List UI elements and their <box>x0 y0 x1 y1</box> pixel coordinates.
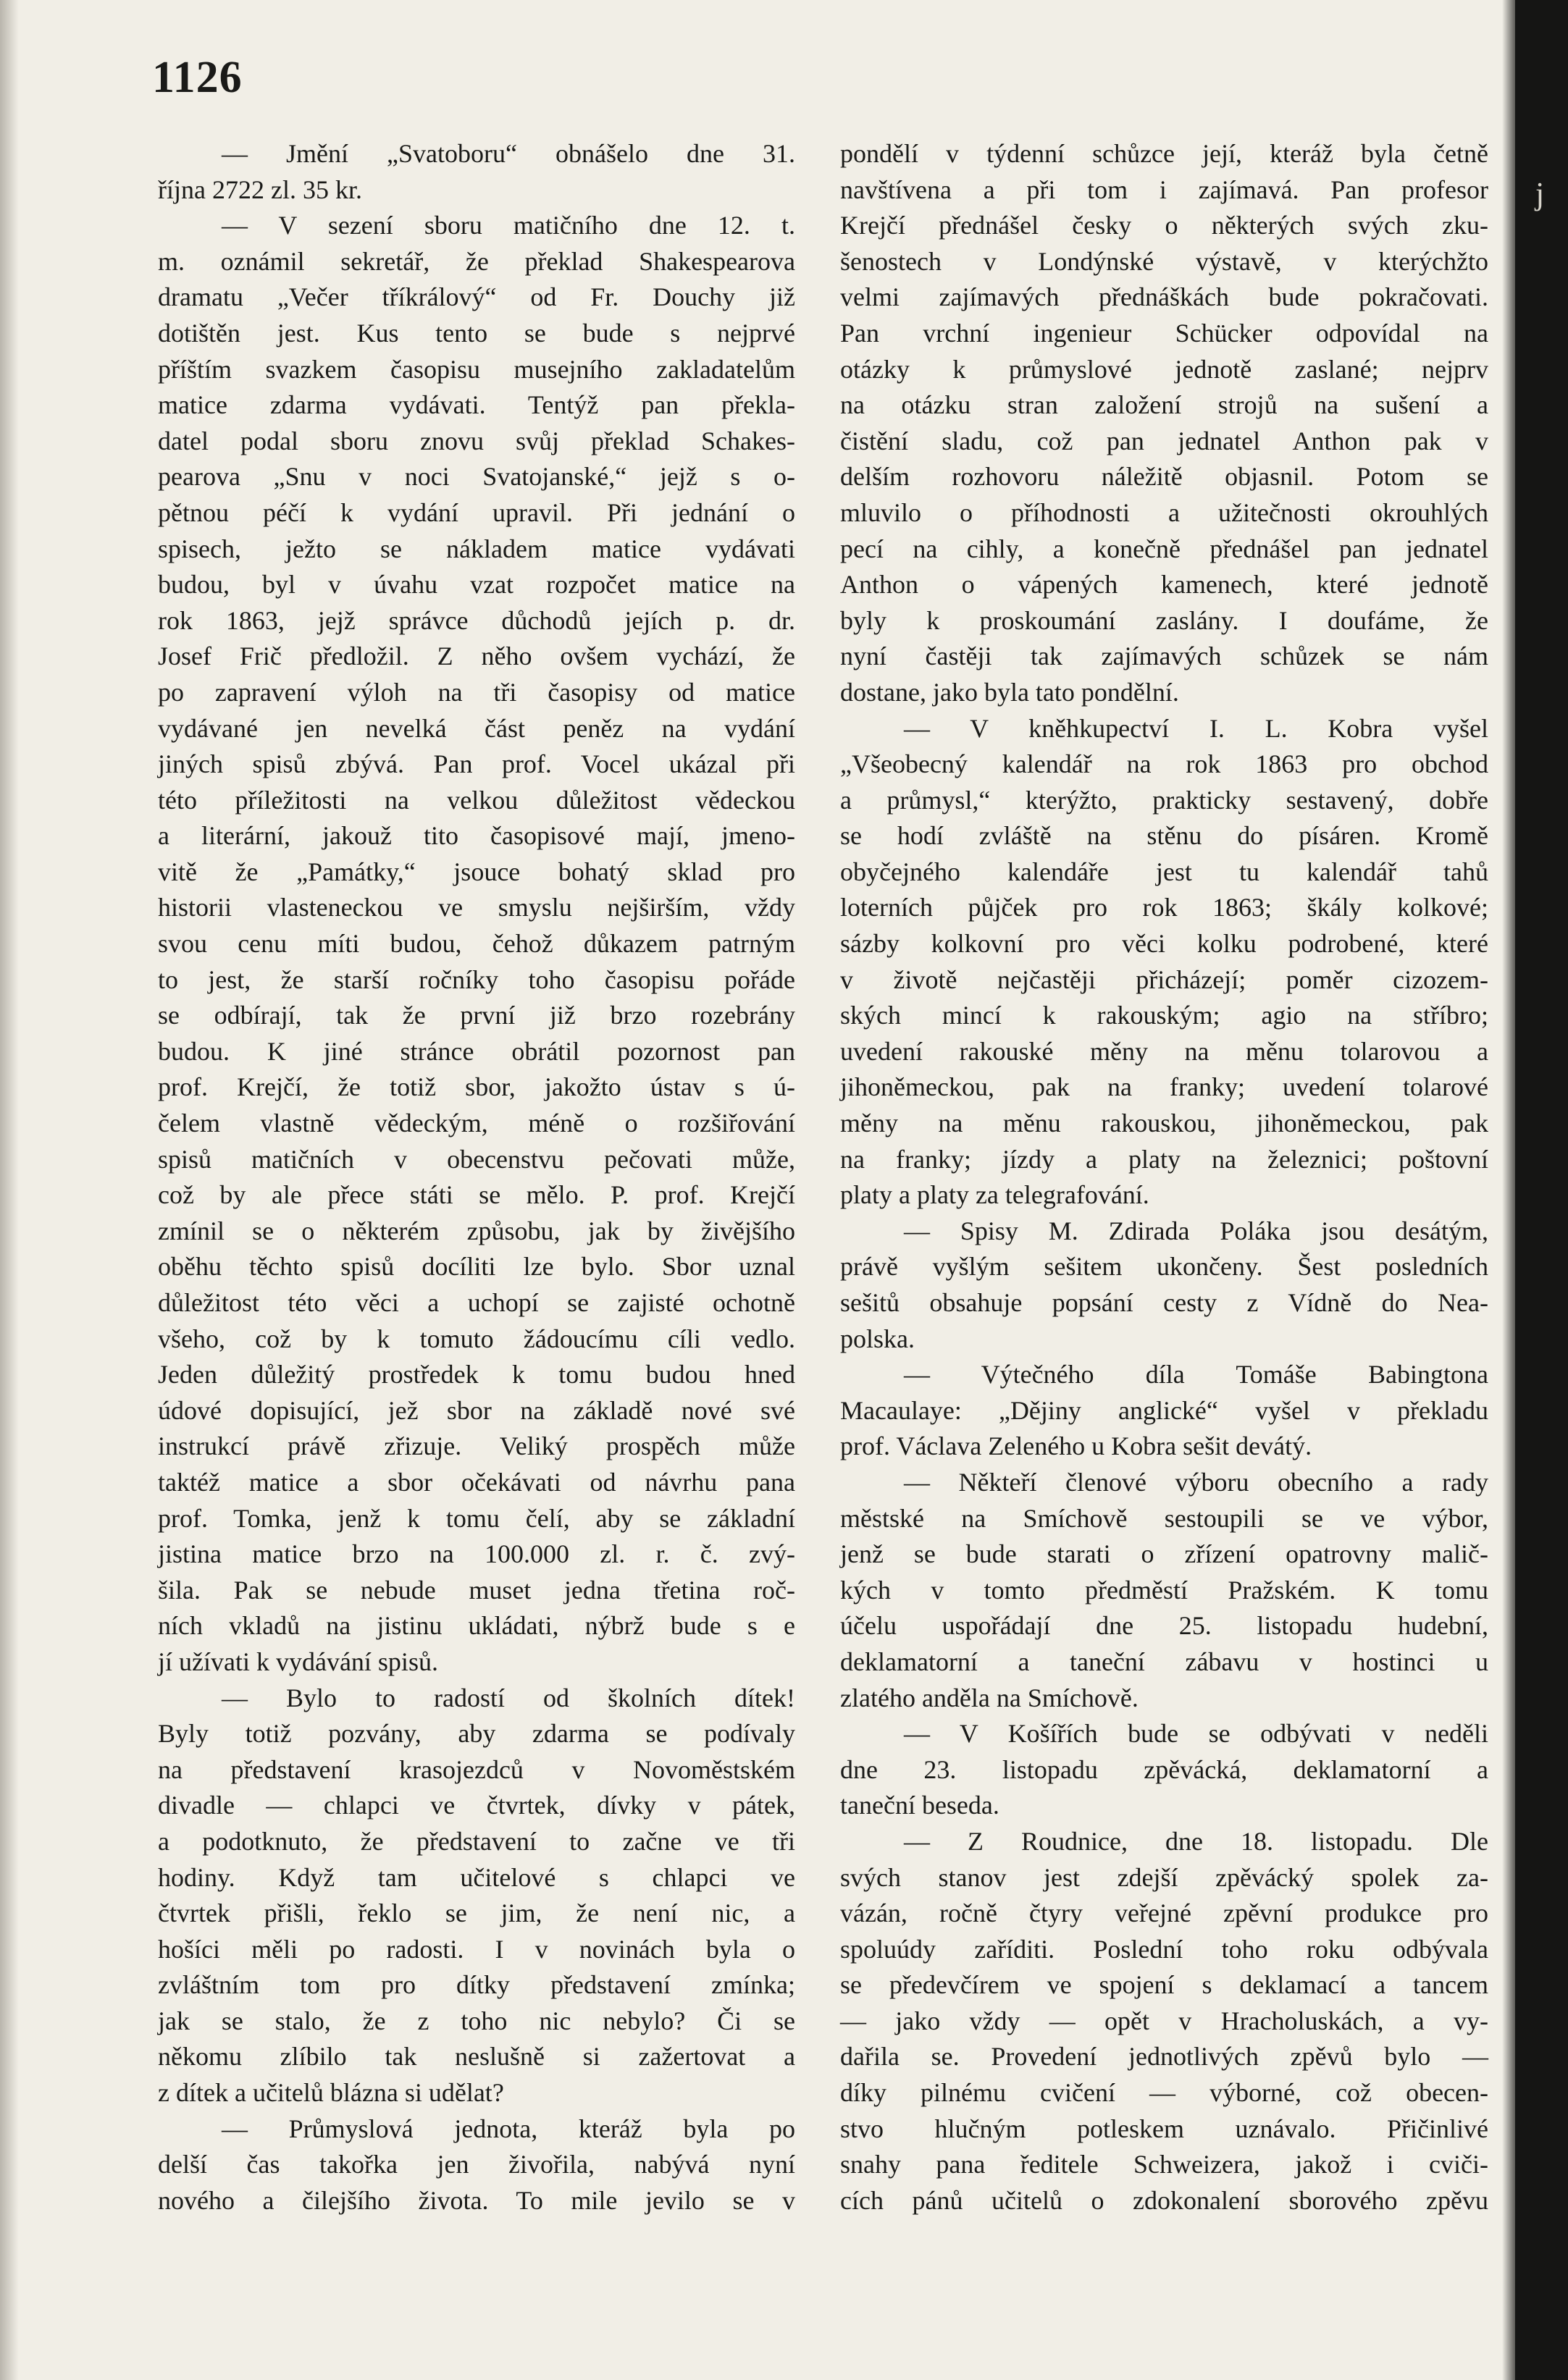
right-column-line: velmi zajímavých přednáškách bude pokračovati. <box>840 282 1488 312</box>
left-column-line: šila. Pak se nebude muset jedna třetina roč- <box>158 1575 795 1605</box>
right-column-line: čistění sladu, což pan jednatel Anthon pak v <box>840 426 1488 455</box>
left-column-line: po zapravení výloh na tři časopisy od matice <box>158 677 795 707</box>
right-column-line: díky pilnému cvičení — výborné, což obecen- <box>840 2078 1488 2108</box>
page-number: 1126 <box>152 53 243 102</box>
left-column-line: prof. Krejčí, že totiž sbor, jakožto ústav s ú- <box>158 1072 795 1102</box>
left-column-line: Byly totiž pozvány, aby zdarma se podívaly <box>158 1719 795 1749</box>
left-column-line: zvláštním tom pro dítky představení zmínka; <box>158 1970 795 2000</box>
left-column-line: jiných spisů zbývá. Pan prof. Vocel ukázal při <box>158 749 795 779</box>
right-column-line: Macaulaye: „Dějiny anglické“ vyšel v překladu <box>840 1395 1488 1425</box>
left-column-line: — Průmyslová jednota, kteráž byla po <box>222 2114 795 2143</box>
right-column-line: — jako vždy — opět v Hracholuskách, a vy- <box>840 2006 1488 2035</box>
left-column-line: divadle — chlapci ve čtvrtek, dívky v pátek, <box>158 1791 795 1820</box>
left-column-line: Josef Frič předložil. Z něho ovšem vychází, že <box>158 642 795 671</box>
left-column-line: — V sezení sboru matičního dne 12. t. <box>222 211 795 240</box>
left-column-line: se odbírají, tak že první již brzo rozebrány <box>158 1001 795 1030</box>
right-column-line: kých v tomto předměstí Pražském. K tomu <box>840 1575 1488 1605</box>
right-column-line: účelu uspořádají dne 25. listopadu hudební, <box>840 1611 1488 1641</box>
left-column-line: — Bylo to radostí od školních dítek! <box>222 1683 795 1712</box>
right-column <box>840 136 1488 2219</box>
left-column-line: spisů matičních v obecenstvu pečovati může, <box>158 1144 795 1174</box>
left-column-line: oběhu těchto spisů docíliti lze bylo. Sbor uznal <box>158 1252 795 1282</box>
right-column-line: — Z Roudnice, dne 18. listopadu. Dle <box>904 1826 1488 1856</box>
right-column-line: svých stanov jest zdejší zpěvácký spolek za- <box>840 1862 1488 1892</box>
left-column-line: — Jmění „Svatoboru“ obnášelo dne 31. <box>222 139 795 168</box>
right-column-line: dařila se. Provedení jednotlivých zpěvů bylo — <box>840 2042 1488 2072</box>
left-column-line: hodiny. Když tam učitelové s chlapci ve <box>158 1862 795 1892</box>
right-column-line: cích pánů učitelů o zdokonalení sborového zpěvu <box>840 2185 1488 2215</box>
left-column-line: prof. Tomka, jenž k tomu čelí, aby se základní <box>158 1503 795 1533</box>
left-column-line: rok 1863, jejž správce důchodů jejích p. dr. <box>158 605 795 635</box>
right-column-line: městské na Smíchově sestoupili se ve výbor, <box>840 1503 1488 1533</box>
right-column-line: spoluúdy zaříditi. Poslední toho roku odbývala <box>840 1934 1488 1964</box>
adjacent-page-glyph: j <box>1535 176 1545 211</box>
right-column-line: vázán, ročně čtyry veřejné zpěvní produkce pro <box>840 1898 1488 1928</box>
left-column-line: Jeden důležitý prostředek k tomu budou hned <box>158 1360 795 1389</box>
left-column-line: ních vkladů na jistinu ukládati, nýbrž bude s e <box>158 1611 795 1641</box>
left-column-line: příštím svazkem časopisu musejního zakladatelům <box>158 354 795 384</box>
right-column-line: loterních půjček pro rok 1863; škály kolkové; <box>840 893 1488 922</box>
right-column-line: — V Košířích bude se odbývati v neděli <box>904 1719 1488 1749</box>
right-column-line: snahy pana ředitele Schweizera, jakož i cviči- <box>840 2150 1488 2179</box>
left-column-line: čelem vlastně vědeckým, méně o rozšiřování <box>158 1109 795 1138</box>
left-column-line: m. oznámil sekretář, že překlad Shakespearova <box>158 246 795 276</box>
right-column-line: na franky; jízdy a platy na železnici; poštovní <box>840 1144 1488 1174</box>
left-column-line: na představení krasojezdců v Novoměstském <box>158 1754 795 1784</box>
scan-left-shadow <box>0 0 19 2380</box>
right-column-line: Pan vrchní ingenieur Schücker odpovídal na <box>840 318 1488 348</box>
right-column-line: v životě nejčastěji přicházejí; poměr cizozem- <box>840 964 1488 994</box>
right-column-line: otázky k průmyslové jednotě zaslané; nejprv <box>840 354 1488 384</box>
left-column-line: instrukcí právě zřizuje. Veliký prospěch může <box>158 1431 795 1461</box>
left-column-line: historii vlasteneckou ve smyslu nejširším, vždy <box>158 893 795 922</box>
right-column-line: se předevčírem ve spojení s deklamací a tancem <box>840 1970 1488 2000</box>
left-column-line: dotištěn jest. Kus tento se bude s nejprvé <box>158 318 795 348</box>
left-column-line: všeho, což by k tomuto žádoucímu cíli vedlo. <box>158 1324 795 1353</box>
right-column-line: sázby kolkovní pro věci kolku podrobené, které <box>840 929 1488 959</box>
right-column-line: pondělí v týdenní schůzce její, kteráž byla četně <box>840 139 1488 168</box>
right-column-line: dostane, jako byla tato pondělní. <box>840 677 1179 707</box>
right-column-line: taneční beseda. <box>840 1791 999 1820</box>
left-column-line: jak se stalo, že z toho nic nebylo? Či se <box>158 2006 795 2035</box>
left-column-line: hošíci měli po radosti. I v novinách byla o <box>158 1934 795 1964</box>
right-column-line: jenž se bude starati o zřízení opatrovny malič- <box>840 1539 1488 1569</box>
right-column-line: pecí na cihly, a konečně přednášel pan jednatel <box>840 534 1488 563</box>
right-column-line: sešitů obsahuje popsání cesty z Vídně do Nea- <box>840 1288 1488 1317</box>
left-column-line: a literární, jakouž tito časopisové mají, jmeno- <box>158 821 795 851</box>
left-column-line: vydávané jen nevelká část peněz na vydání <box>158 713 795 743</box>
left-column-line: svou cenu míti budou, čehož důkazem patrným <box>158 929 795 959</box>
right-column-line: nyní častěji tak zajímavých schůzek se nám <box>840 642 1488 671</box>
left-column-line: delší čas takořka jen živořila, nabývá nyní <box>158 2150 795 2179</box>
right-column-line: platy a platy za telegrafování. <box>840 1180 1149 1210</box>
right-column-line: navštívena a při tom i zajímavá. Pan profesor <box>840 174 1488 204</box>
right-column-line: měny na měnu rakouskou, jihoněmeckou, pak <box>840 1109 1488 1138</box>
right-column-line: se hodí zvláště na stěnu do písáren. Kromě <box>840 821 1488 851</box>
right-column-line: „Všeobecný kalendář na rok 1863 pro obchod <box>840 749 1488 779</box>
right-column-line: na otázku stran založení strojů na sušení a <box>840 390 1488 420</box>
right-column-line: ských mincí k rakouským; agio na stříbro; <box>840 1001 1488 1030</box>
right-column-line: — Někteří členové výboru obecního a rady <box>904 1467 1488 1497</box>
left-column-line: údové dopisující, jež sbor na základě nové své <box>158 1395 795 1425</box>
left-column-line: vitě že „Památky,“ jsouce bohatý sklad pro <box>158 857 795 886</box>
right-column-line: zlatého anděla na Smíchově. <box>840 1683 1139 1712</box>
left-column-line: zmínil se o některém způsobu, jak by živějšího <box>158 1216 795 1245</box>
left-column-line: jistina matice brzo na 100.000 zl. r. č. zvý- <box>158 1539 795 1569</box>
right-column-line: stvo hlučným potleskem uznávalo. Přičinlivé <box>840 2114 1488 2143</box>
right-column-line: delším rozhovoru náležitě objasnil. Potom se <box>840 462 1488 492</box>
left-column-line: někomu zlíbilo tak neslušně si zažertovat a <box>158 2042 795 2072</box>
right-column-line: deklamatorní a taneční zábavu v hostinci u <box>840 1647 1488 1676</box>
left-column-line: budou. K jiné stránce obrátil pozornost pan <box>158 1036 795 1066</box>
left-column-line: pětnou péčí k vydání upravil. Při jednání o <box>158 497 795 527</box>
scan-gutter-edge <box>1502 0 1517 2380</box>
right-column-line: byly k proskoumání zaslány. I doufáme, že <box>840 605 1488 635</box>
right-column-line: Krejčí přednášel česky o některých svých zku- <box>840 211 1488 240</box>
left-column-line: důležitost této věci a uchopí se zajisté ochotně <box>158 1288 795 1317</box>
left-column-line: dramatu „Večer tříkrálový“ od Fr. Douchy již <box>158 282 795 312</box>
right-column-line: prof. Václava Zeleného u Kobra sešit devátý. <box>840 1431 1312 1461</box>
right-column-line: a průmysl,“ kterýžto, prakticky sestavený, dobře <box>840 785 1488 815</box>
right-column-line: — Výtečného díla Tomáše Babingtona <box>904 1360 1488 1389</box>
left-column-line: budou, byl v úvahu vzat rozpočet matice na <box>158 570 795 600</box>
left-column-line: čtvrtek přišli, řeklo se jim, že není nic, a <box>158 1898 795 1928</box>
left-column-line: taktéž matice a sbor očekávati od návrhu pana <box>158 1467 795 1497</box>
right-column-line: Anthon o vápených kamenech, které jednotě <box>840 570 1488 600</box>
right-column-line: uvedení rakouské měny na měnu tolarovou a <box>840 1036 1488 1066</box>
left-column-line: a podotknuto, že představení to začne ve tři <box>158 1826 795 1856</box>
left-column-line: to jest, že starší ročníky toho časopisu pořáde <box>158 964 795 994</box>
right-column-line: jihoněmeckou, pak na franky; uvedení tolarové <box>840 1072 1488 1102</box>
right-column-line: — Spisy M. Zdirada Poláka jsou desátým, <box>904 1216 1488 1245</box>
left-column-line: října 2722 zl. 35 kr. <box>158 174 362 204</box>
left-column <box>158 136 795 2219</box>
right-column-line: dne 23. listopadu zpěvácká, deklamatorní a <box>840 1754 1488 1784</box>
right-column-line: mluvilo o příhodnosti a užitečnosti okrouhlých <box>840 497 1488 527</box>
right-column-line: — V kněhkupectví I. L. Kobra vyšel <box>904 713 1488 743</box>
right-column-line: právě vyšlým sešitem ukončeny. Šest posledních <box>840 1252 1488 1282</box>
left-column-line: jí užívati k vydávání spisů. <box>158 1647 438 1676</box>
left-column-line: nového a čilejšího života. To mile jevilo se v <box>158 2185 795 2215</box>
left-column-line: této příležitosti na velkou důležitost vědeckou <box>158 785 795 815</box>
left-column-line: z dítek a učitelů blázna si udělat? <box>158 2078 504 2108</box>
right-column-line: šenostech v Londýnské výstavě, v kterýchžto <box>840 246 1488 276</box>
left-column-line: datel podal sboru znovu svůj překlad Schakes- <box>158 426 795 455</box>
left-column-line: matice zdarma vydávati. Tentýž pan překla- <box>158 390 795 420</box>
left-column-line: pearova „Snu v noci Svatojanské,“ jejž s o- <box>158 462 795 492</box>
right-column-line: obyčejného kalendáře jest tu kalendář tahů <box>840 857 1488 886</box>
right-column-line: polska. <box>840 1324 915 1353</box>
scan-gutter-strip <box>1515 0 1568 2380</box>
left-column-line: spisech, ježto se nákladem matice vydávati <box>158 534 795 563</box>
left-column-line: což by ale přece státi se mělo. P. prof. Krejčí <box>158 1180 795 1210</box>
